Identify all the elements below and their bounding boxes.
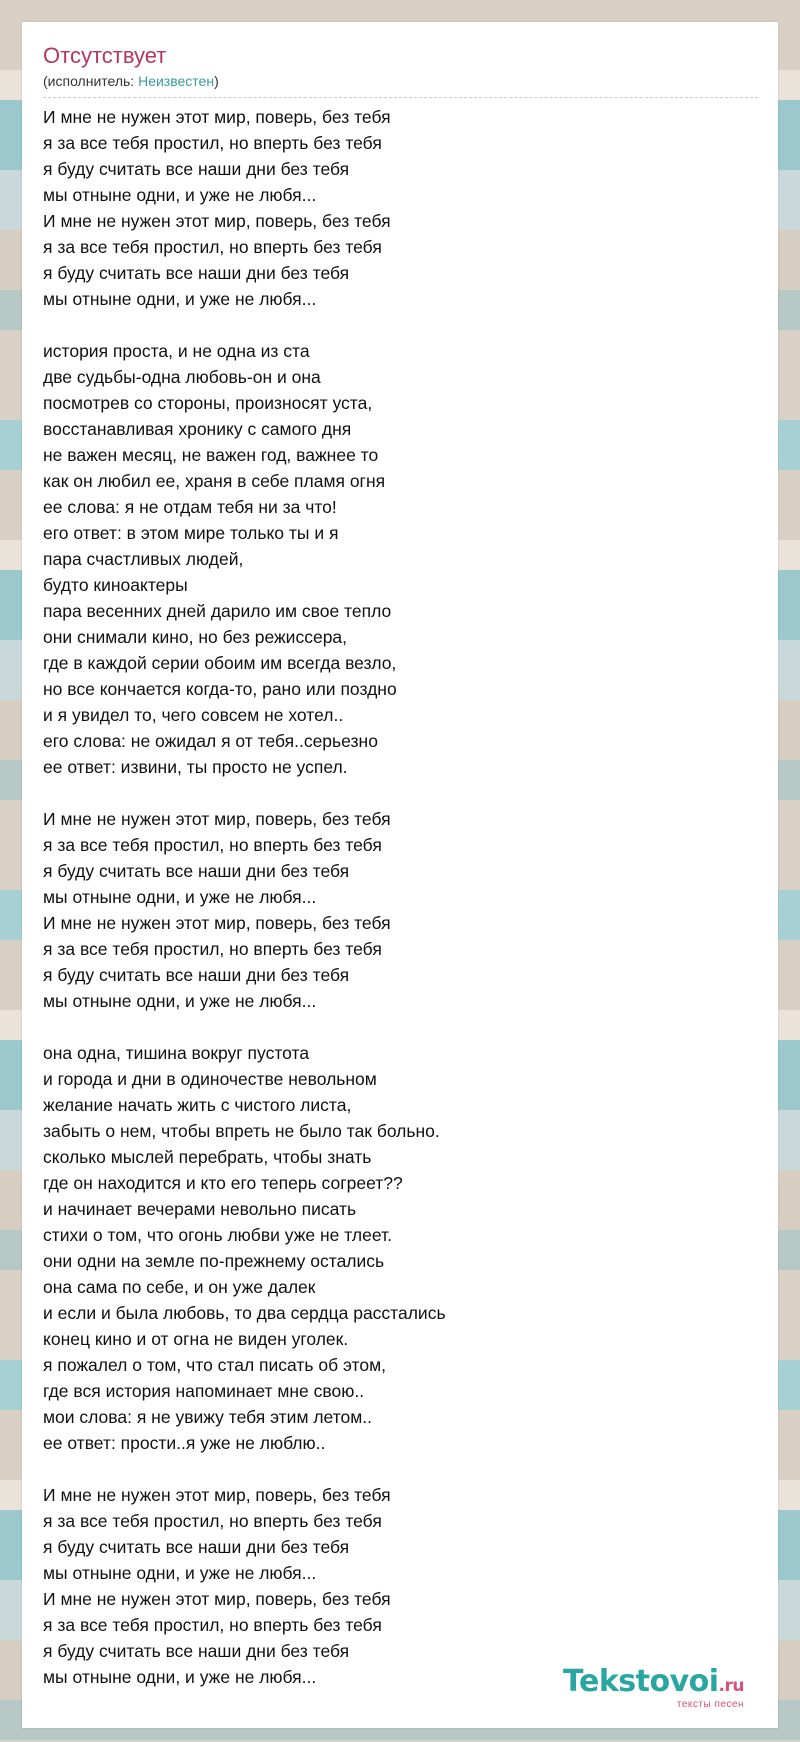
lyric-line: я за все тебя простил, но вперть без тебя	[43, 237, 382, 257]
lyric-line: история проста, и не одна из ста	[43, 341, 310, 361]
lyric-line: и если и была любовь, то два сердца расстались	[43, 1303, 446, 1323]
lyric-line: не важен месяц, не важен год, важнее то	[43, 445, 379, 465]
lyric-line: я за все тебя простил, но вперть без тебя	[43, 133, 382, 153]
lyric-line: желание начать жить с чистого листа,	[43, 1095, 352, 1115]
lyric-line: мы отныне одни, и уже не любя...	[43, 991, 317, 1011]
lyric-line: восстанавливая хронику с самого дня	[43, 419, 352, 439]
lyric-line: она сама по себе, и он уже далек	[43, 1277, 316, 1297]
stanza-gap	[43, 1014, 446, 1040]
lyric-line: они снимали кино, но без режиссера,	[43, 627, 348, 647]
lyric-line: мы отныне одни, и уже не любя...	[43, 289, 317, 309]
song-title: Отсутствует	[43, 43, 167, 68]
lyric-line: И мне не нужен этот мир, поверь, без тебя	[43, 107, 391, 127]
lyric-line: и начинает вечерами невольно писать	[43, 1199, 357, 1219]
lyric-line: где он находится и кто его теперь согреет??	[43, 1173, 403, 1193]
lyric-line: и города и дни в одиночестве невольном	[43, 1069, 377, 1089]
lyric-line: мои слова: я не увижу тебя этим летом..	[43, 1407, 373, 1427]
artist-link[interactable]: Неизвестен	[138, 73, 215, 89]
lyric-line: И мне не нужен этот мир, поверь, без тебя	[43, 211, 391, 231]
lyric-line: я буду считать все наши дни без тебя	[43, 263, 350, 283]
lyrics-body	[43, 104, 446, 1690]
lyric-line: я пожалел о том, что стал писать об этом,	[43, 1355, 386, 1375]
artist-line	[43, 72, 758, 90]
lyric-line: как он любил ее, храня в себе пламя огня	[43, 471, 386, 491]
lyric-line: ее ответ: извини, ты просто не успел.	[43, 757, 348, 777]
lyric-line: две судьбы-одна любовь-он и она	[43, 367, 321, 387]
lyric-line: стихи о том, что огонь любви уже не тлеет.	[43, 1225, 392, 1245]
lyric-line: его ответ: в этом мире только ты и я	[43, 523, 339, 543]
artist-suffix: )	[214, 73, 219, 89]
lyric-line: его слова: не ожидал я от тебя..серьезно	[43, 731, 378, 751]
lyric-line: я за все тебя простил, но вперть без тебя	[43, 1511, 382, 1531]
lyrics-page	[22, 22, 778, 1728]
lyric-line: я буду считать все наши дни без тебя	[43, 1641, 350, 1661]
stanza-gap	[43, 312, 446, 338]
lyric-line: ее ответ: прости..я уже не люблю..	[43, 1433, 326, 1453]
lyric-line: И мне не нужен этот мир, поверь, без тебя	[43, 913, 391, 933]
lyric-line: я буду считать все наши дни без тебя	[43, 861, 350, 881]
lyric-line: я буду считать все наши дни без тебя	[43, 159, 350, 179]
lyric-line: забыть о нем, чтобы впреть не было так больно.	[43, 1121, 440, 1141]
logo-tagline: тексты песен	[676, 1699, 744, 1710]
lyric-line: я за все тебя простил, но вперть без тебя	[43, 1615, 382, 1635]
logo-tld: .ru	[718, 1676, 744, 1696]
lyric-line: будто киноактеры	[43, 575, 188, 595]
lyric-line: они одни на земле по-прежнему остались	[43, 1251, 385, 1271]
lyric-line: где в каждой серии обоим им всегда везло,	[43, 653, 397, 673]
lyric-line: мы отныне одни, и уже не любя...	[43, 887, 317, 907]
lyric-line: я буду считать все наши дни без тебя	[43, 1537, 350, 1557]
lyric-line: она одна, тишина вокруг пустота	[43, 1043, 310, 1063]
song-header	[43, 42, 758, 98]
lyric-line: и я увидел то, чего совсем не хотел..	[43, 705, 344, 725]
lyric-line: я за все тебя простил, но вперть без тебя	[43, 939, 382, 959]
lyric-line: мы отныне одни, и уже не любя...	[43, 1563, 317, 1583]
lyric-line: ее слова: я не отдам тебя ни за что!	[43, 497, 337, 517]
lyric-line: посмотрев со стороны, произносят уста,	[43, 393, 373, 413]
stanza-gap	[43, 1456, 446, 1482]
lyric-line: И мне не нужен этот мир, поверь, без тебя	[43, 809, 391, 829]
lyric-line: где вся история напоминает мне свою..	[43, 1381, 365, 1401]
lyric-line: И мне не нужен этот мир, поверь, без тебя	[43, 1589, 391, 1609]
site-logo[interactable]	[563, 1665, 744, 1710]
lyric-line: И мне не нужен этот мир, поверь, без тебя	[43, 1485, 391, 1505]
logo-text: Tekstovoi	[563, 1664, 719, 1699]
lyric-line: сколько мыслей перебрать, чтобы знать	[43, 1147, 372, 1167]
lyric-line: мы отныне одни, и уже не любя...	[43, 1667, 317, 1687]
artist-prefix: (исполнитель:	[43, 73, 139, 89]
lyric-line: я за все тебя простил, но вперть без тебя	[43, 835, 382, 855]
lyric-line: пара весенних дней дарило им свое тепло	[43, 601, 392, 621]
stanza-gap	[43, 780, 446, 806]
lyric-line: пара счастливых людей,	[43, 549, 244, 569]
lyric-line: но все кончается когда-то, рано или поздно	[43, 679, 397, 699]
lyric-line: мы отныне одни, и уже не любя...	[43, 185, 317, 205]
lyric-line: конец кино и от огна не виден уголек.	[43, 1329, 349, 1349]
lyric-line: я буду считать все наши дни без тебя	[43, 965, 350, 985]
